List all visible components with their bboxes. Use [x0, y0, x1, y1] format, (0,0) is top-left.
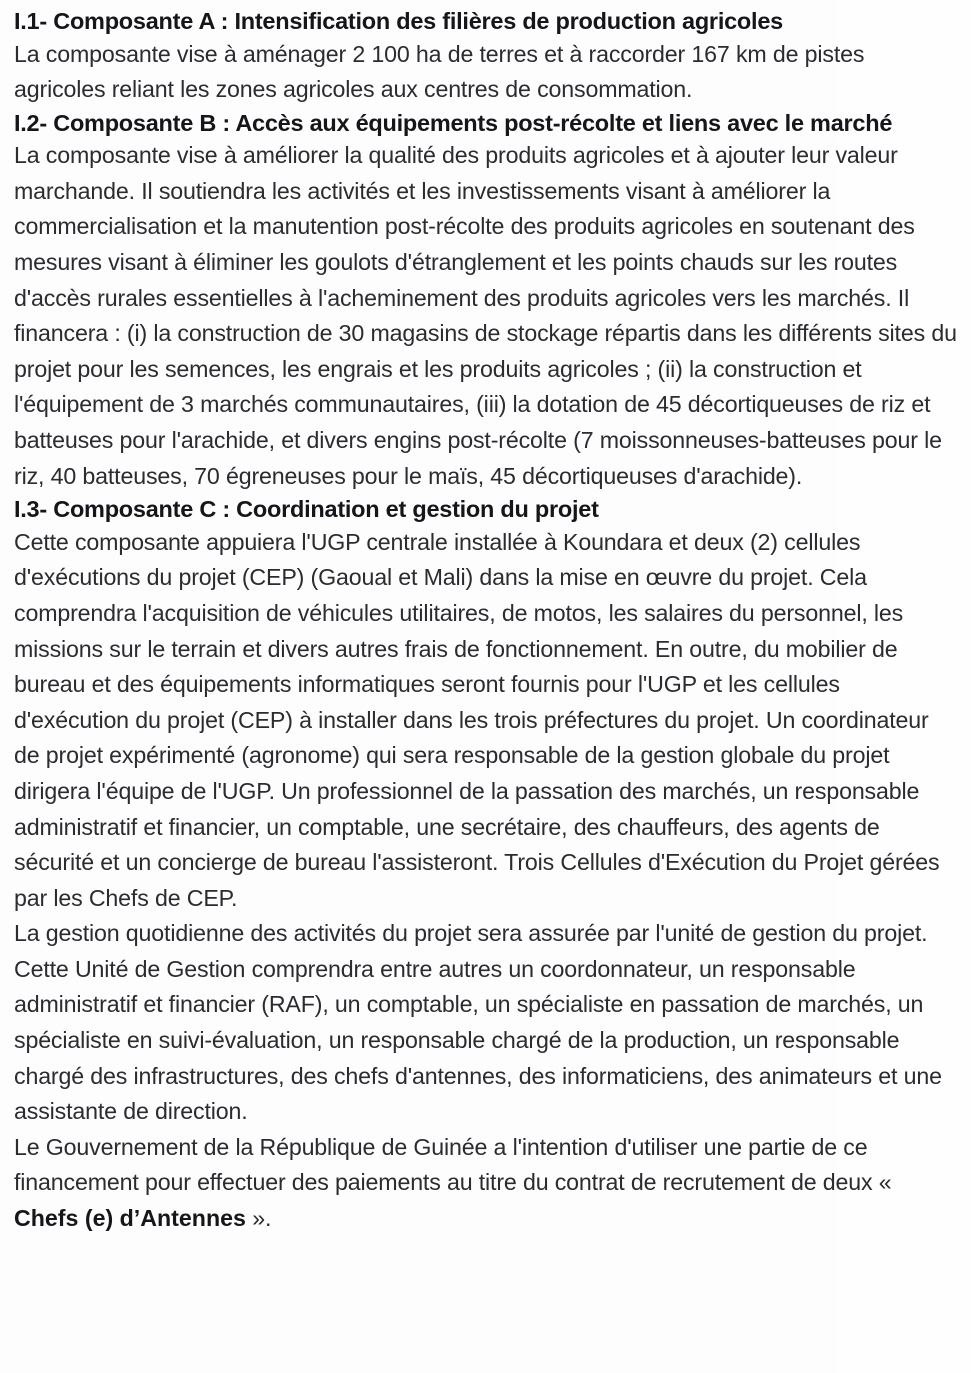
section-heading-composante-a: I.1- Composante A : Intensification des filières de production agricoles — [14, 8, 783, 34]
paragraph-composante-c-2: La gestion quotidienne des activités du projet sera assurée par l'unité de gestion du projet. Cette Unité de Gestion comprendra entre autres un coordonnateur, un responsable administratif et financier (RAF), un comptable, un spécialiste en passation de marchés, un spécialiste en suivi-évaluation, un responsable chargé de la production, un responsable chargé des infrastructures, des chefs d'antennes, des informaticiens, des animateurs et une assistante de direction. — [14, 920, 942, 1125]
paragraph-composante-a: La composante vise à aménager 2 100 ha de terres et à raccorder 167 km de pistes agricoles reliant les zones agricoles aux centres de consommation. — [14, 40, 865, 103]
section-heading-composante-b: I.2- Composante B : Accès aux équipements post-récolte et liens avec le marché — [14, 109, 893, 136]
closing-trail-text: ». — [245, 1205, 272, 1232]
contract-role-emphasis: Chefs (e) d’Antennes — [14, 1205, 246, 1232]
closing-lead-text: Le Gouvernement de la République de Guinée a l'intention d'utiliser une partie de ce financement pour effectuer des paiements au titre du contrat de recrutement de deux « — [14, 1133, 892, 1196]
paragraph-composante-b: La composante vise à améliorer la qualité des produits agricoles et à ajouter leur valeur marchande. Il soutiendra les activités et les investissements visant à améliorer la commercialisation et la manutention post-récolte des produits agricoles en soutenant des mesures visant à éliminer les goulots d'étranglement et les points chauds sur les routes d'accès rurales essentielles à l'acheminement des produits agricoles vers les marchés. Il financera : (i) la construction de 30 magasins de stockage répartis dans les différents sites du projet pour les semences, les engrais et les produits agricoles ; (ii) la construction et l'équipement de 3 marchés communautaires, (iii) la dotation de 45 décortiqueuses de riz et batteuses pour l'arachide, et divers engins post-récolte (7 moissonneuses-batteuses pour le riz, 40 batteuses, 70 égreneuses pour le maïs, 45 décortiqueuses d'arachide). — [14, 142, 957, 489]
paragraph-closing — [14, 1130, 958, 1237]
paragraph-composante-c-1: Cette composante appuiera l'UGP centrale installée à Koundara et deux (2) cellules d'exécutions du projet (CEP) (Gaoual et Mali) dans la mise en œuvre du projet. Cela comprendra l'acquisition de véhicules utilitaires, de motos, les salaires du personnel, les missions sur le terrain et divers autres frais de fonctionnement. En outre, du mobilier de bureau et des équipements informatiques seront fournis pour l'UGP et les cellules d'exécution du projet (CEP) à installer dans les trois préfectures du projet. Un coordinateur de projet expérimenté (agronome) qui sera responsable de la gestion globale du projet dirigera l'équipe de l'UGP. Un professionnel de la passation des marchés, un responsable administratif et financier, un comptable, une secrétaire, des chauffeurs, des agents de sécurité et un concierge de bureau l'assisteront. Trois Cellules d'Exécution du Projet gérées par les Chefs de CEP. — [14, 528, 940, 911]
document-body — [14, 6, 958, 1237]
section-heading-composante-c: I.3- Composante C : Coordination et gestion du projet — [14, 496, 599, 523]
